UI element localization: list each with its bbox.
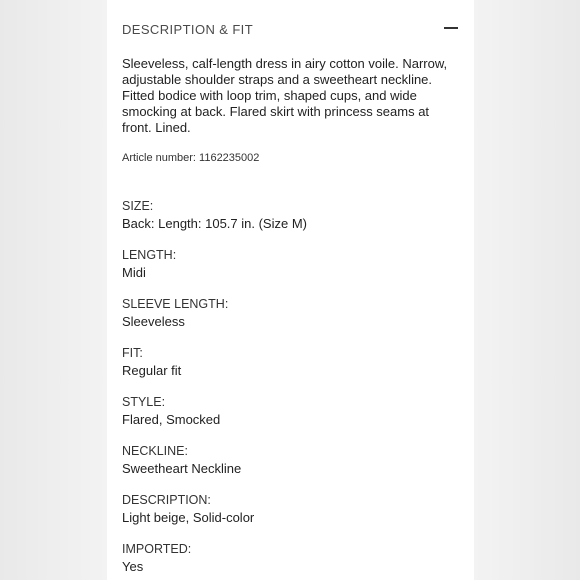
attribute-list xyxy=(122,199,459,575)
attribute-value: Midi xyxy=(122,265,146,280)
attribute-size xyxy=(122,199,459,232)
attribute-label: STYLE: xyxy=(122,395,166,409)
attribute-fit xyxy=(122,346,459,379)
attribute-value: Sweetheart Neckline xyxy=(122,461,242,476)
attribute-neckline xyxy=(122,444,459,477)
attribute-value: Back: Length: 105.7 in. (Size M) xyxy=(122,216,307,231)
article-number: Article number: 1162235002 xyxy=(122,152,260,164)
minus-icon[interactable] xyxy=(443,20,459,36)
section-header[interactable] xyxy=(122,0,459,56)
attribute-imported xyxy=(122,542,459,575)
attribute-value: Flared, Smocked xyxy=(122,412,221,427)
attribute-label: SIZE: xyxy=(122,199,154,213)
attribute-description xyxy=(122,493,459,526)
description-fit-panel xyxy=(107,0,474,580)
attribute-label: FIT: xyxy=(122,346,143,360)
attribute-label: SLEEVE LENGTH: xyxy=(122,297,229,311)
attribute-style xyxy=(122,395,459,428)
section-title: DESCRIPTION & FIT xyxy=(122,21,254,37)
attribute-value: Regular fit xyxy=(122,363,182,378)
attribute-sleeve-length xyxy=(122,297,459,330)
attribute-value: Light beige, Solid-color xyxy=(122,510,255,525)
product-description: Sleeveless, calf-length dress in airy cotton voile. Narrow, adjustable shoulder straps and a sweetheart neckline. Fitted bodice with loop trim, shaped cups, and wide smocking at back. Flared skirt with princess seams at front. Lined. xyxy=(122,56,448,135)
attribute-label: DESCRIPTION: xyxy=(122,493,211,507)
attribute-label: IMPORTED: xyxy=(122,542,192,556)
attribute-value: Sleeveless xyxy=(122,314,185,329)
attribute-length xyxy=(122,248,459,281)
attribute-label: NECKLINE: xyxy=(122,444,188,458)
attribute-label: LENGTH: xyxy=(122,248,177,262)
attribute-value: Yes xyxy=(122,559,144,574)
